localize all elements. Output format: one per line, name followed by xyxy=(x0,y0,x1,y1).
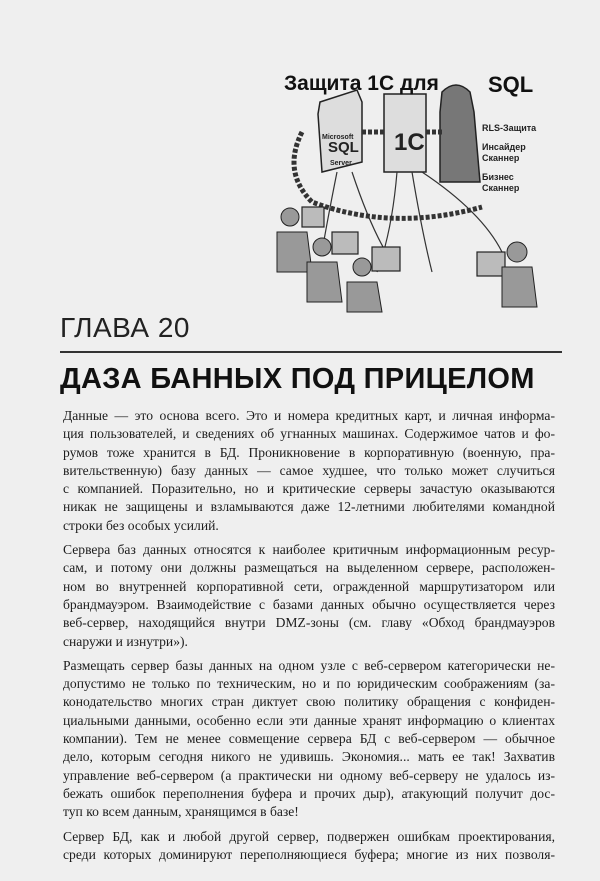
text-line: конодательство многих стран диктует свою политику обращения с конфиден- xyxy=(63,694,555,710)
text-line: ция пользователей, и сведениях об угнанных машинах. Содержимое чатов и фо- xyxy=(63,426,555,442)
text-line: снаружи и изнутри»). xyxy=(63,633,188,649)
text-line: бежать ошибок переполнения буфера и прочих дыр), атакующий получит дос- xyxy=(63,785,555,801)
server-label-sql: SQL xyxy=(328,139,359,156)
text-line: циальными данными, особенно если эти данные хранят информацию о клиентах xyxy=(63,712,555,728)
divider xyxy=(60,351,562,353)
text-line: Данные — это основа всего. Это и номера кредитных карт, и личная информа- xyxy=(63,408,555,423)
paragraph xyxy=(63,657,555,822)
guard-figure xyxy=(440,85,480,182)
user-figure xyxy=(281,208,299,226)
paragraph xyxy=(63,541,555,651)
text-line: веб-сервер, находящийся внутри DMZ-зоны (см. главу «Обход брандмауэров xyxy=(63,615,555,631)
body-text xyxy=(63,407,555,870)
text-line: управление веб-сервером (а практически ни одному веб-серверу не удалось из- xyxy=(63,767,555,783)
text-line: ном во внутренней корпоративной сети, огражденной маршрутизатором или xyxy=(63,578,555,594)
text-line: туп ко всем данным, хранящимся в базе! xyxy=(63,804,299,820)
text-line: среди которых доминируют переполняющиеся буфера; многие из них позволя- xyxy=(63,846,555,862)
text-line: допустимо не только по техническим, но и по юридическим соображениям (за- xyxy=(63,676,555,692)
text-line: строки без особых усилий. xyxy=(63,517,219,533)
text-line: вительственную) базу данных — самое худшее, что только может случиться xyxy=(63,462,555,478)
text-line: дело, которым сегодня никого не удивишь. Экономия... мать ее так! Захватив xyxy=(63,749,555,765)
text-line: с компанией. Поразительно, но и критические серверы зачастую оказываются xyxy=(63,481,555,497)
server-label-server: Server xyxy=(330,160,352,167)
chapter-title: ДАЗА БАННЫХ ПОД ПРИЦЕЛОМ xyxy=(60,363,535,395)
text-line: румов тоже хранится в БД. Проникновение в корпоративную (военную, пра- xyxy=(63,444,555,460)
text-line: брандмауэром. Взаимодействие с базами данных обычно осуществляется через xyxy=(63,596,555,612)
illustration-title-sql: SQL xyxy=(488,72,534,97)
text-line: компании). Тем не менее совмещение сервера БД с веб-сервером — обычное xyxy=(63,731,555,747)
server-label-1c: 1C xyxy=(394,129,425,156)
label-insider: Инсайдер Сканнер xyxy=(482,142,526,163)
label-rls: RLS-Защита xyxy=(482,123,537,133)
paragraph xyxy=(63,828,555,865)
label-business: Бизнес Сканнер xyxy=(482,172,520,193)
illustration-title: Защита 1С для xyxy=(284,72,439,95)
text-line: сам, и потому они должны размещаться на выделенном сервере, расположен- xyxy=(63,560,555,576)
text-line: Сервер БД, как и любой другой сервер, подвержен ошибкам проектирования, xyxy=(63,828,555,844)
text-line: никак не защищены и взламываются даже 12-летними любителями командной xyxy=(63,499,555,515)
computer-shape xyxy=(302,207,324,227)
chapter-number: ГЛАВА 20 xyxy=(60,312,190,343)
text-line: Размещать сервер базы данных на одном узле с веб-сервером категорически не- xyxy=(63,657,555,673)
server-label-microsoft: Microsoft xyxy=(322,134,354,141)
paragraph xyxy=(63,407,555,535)
text-line: Сервера баз данных относятся к наиболее критичным информационным ресур- xyxy=(63,542,555,558)
